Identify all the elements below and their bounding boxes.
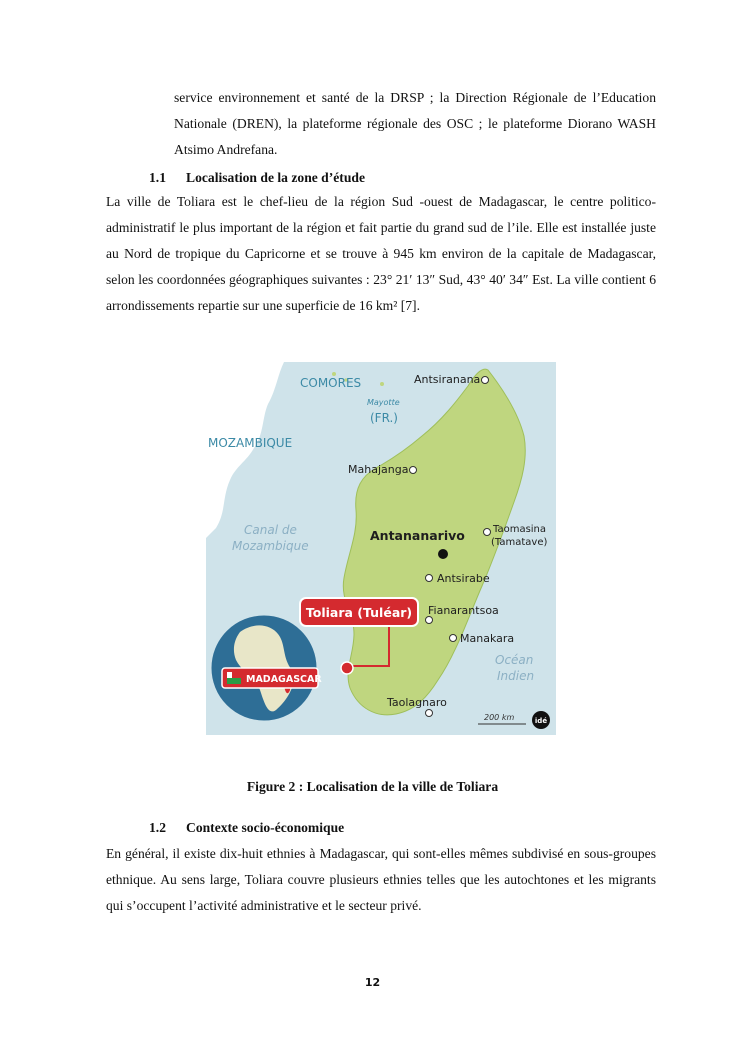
canal-label-line2: Mozambique <box>232 539 309 553</box>
city-label-taomasina: Taomasina <box>493 524 547 535</box>
city-marker <box>482 377 489 384</box>
credit-logo-label: idé <box>534 717 548 725</box>
flag-icon-green <box>227 678 241 684</box>
city-label-fianarantsoa: Fianarantsoa <box>428 604 499 617</box>
city-label-antsirabe: Antsirabe <box>437 572 490 585</box>
city-marker <box>450 635 457 642</box>
localisation-paragraph: La ville de Toliara est le chef-lieu de la région Sud -ouest de Madagascar, le centre politico-administratif le plus important de la région et fait partie du grand sud de l’ile. Elle est installée juste au Nord de tropique du Capricorne et se trouve à 945 km environ de la capitale de Madagascar, selon les coordonnées géographiques suivantes : 23° 21′ 13″ Sud, 43° 40′ 34″ Est. La ville contient 6 arrondissements repartie sur une superficie de 16 km² [7]. <box>106 194 656 313</box>
ocean-label-line2: Indien <box>497 669 535 683</box>
flag-icon-red <box>232 672 241 678</box>
section-number: 1.1 <box>149 170 166 185</box>
fr-label: (FR.) <box>370 411 398 425</box>
section-title: Localisation de la zone d’étude <box>186 170 365 185</box>
toliara-marker <box>341 662 353 674</box>
figure-caption: Figure 2 : Localisation de la ville de Toliara <box>246 779 499 794</box>
section-title: Contexte socio-économique <box>186 820 345 835</box>
comores-label: COMORES <box>300 376 362 390</box>
ocean-label-line1: Océan <box>495 653 534 667</box>
city-marker <box>426 710 433 717</box>
city-label-manakara: Manakara <box>460 632 515 645</box>
mozambique-label: MOZAMBIQUE <box>208 436 293 450</box>
context-paragraph: En général, il existe dix-huit ethnies à Madagascar, qui sont-elles mêmes subdivisé en sous-groupes ethnique. Au sens large, Toliara couvre plusieurs ethnies telles que les autochtones et les migrants qui s’occupent l’activité administrative et le secteur privé. <box>106 846 656 913</box>
country-badge-label: MADAGASCAR <box>246 674 322 685</box>
madagascar-map <box>206 362 556 735</box>
intro-continuation-paragraph: service environnement et santé de la DRSP ; la Direction Régionale de l’Education Nationale (DREN), la plateforme régionale des OSC ; le plateforme Diorano WASH Atsimo Andrefana. <box>174 90 656 157</box>
city-label-antsiranana: Antsiranana <box>414 373 481 386</box>
city-marker <box>426 617 433 624</box>
section-number: 1.2 <box>149 820 166 835</box>
city-marker <box>426 575 433 582</box>
city-label-tamatave: (Tamatave) <box>491 537 548 548</box>
page-number: 12 <box>364 976 381 989</box>
mayotte-label: Mayotte <box>367 398 400 407</box>
section-heading-1-1 <box>149 168 365 188</box>
toliara-callout-label: Toliara (Tuléar) <box>305 605 413 620</box>
capital-marker <box>438 549 448 559</box>
scale-label: 200 km <box>484 713 515 722</box>
section-heading-1-2 <box>149 818 344 838</box>
city-marker <box>410 467 417 474</box>
city-label-mahajanga: Mahajanga <box>348 463 409 476</box>
mayotte-island <box>380 382 384 386</box>
city-marker <box>484 529 491 536</box>
canal-label-line1: Canal de <box>244 523 297 537</box>
city-label-taolagnaro: Taolagnaro <box>387 696 447 709</box>
capital-label: Antananarivo <box>370 528 465 543</box>
